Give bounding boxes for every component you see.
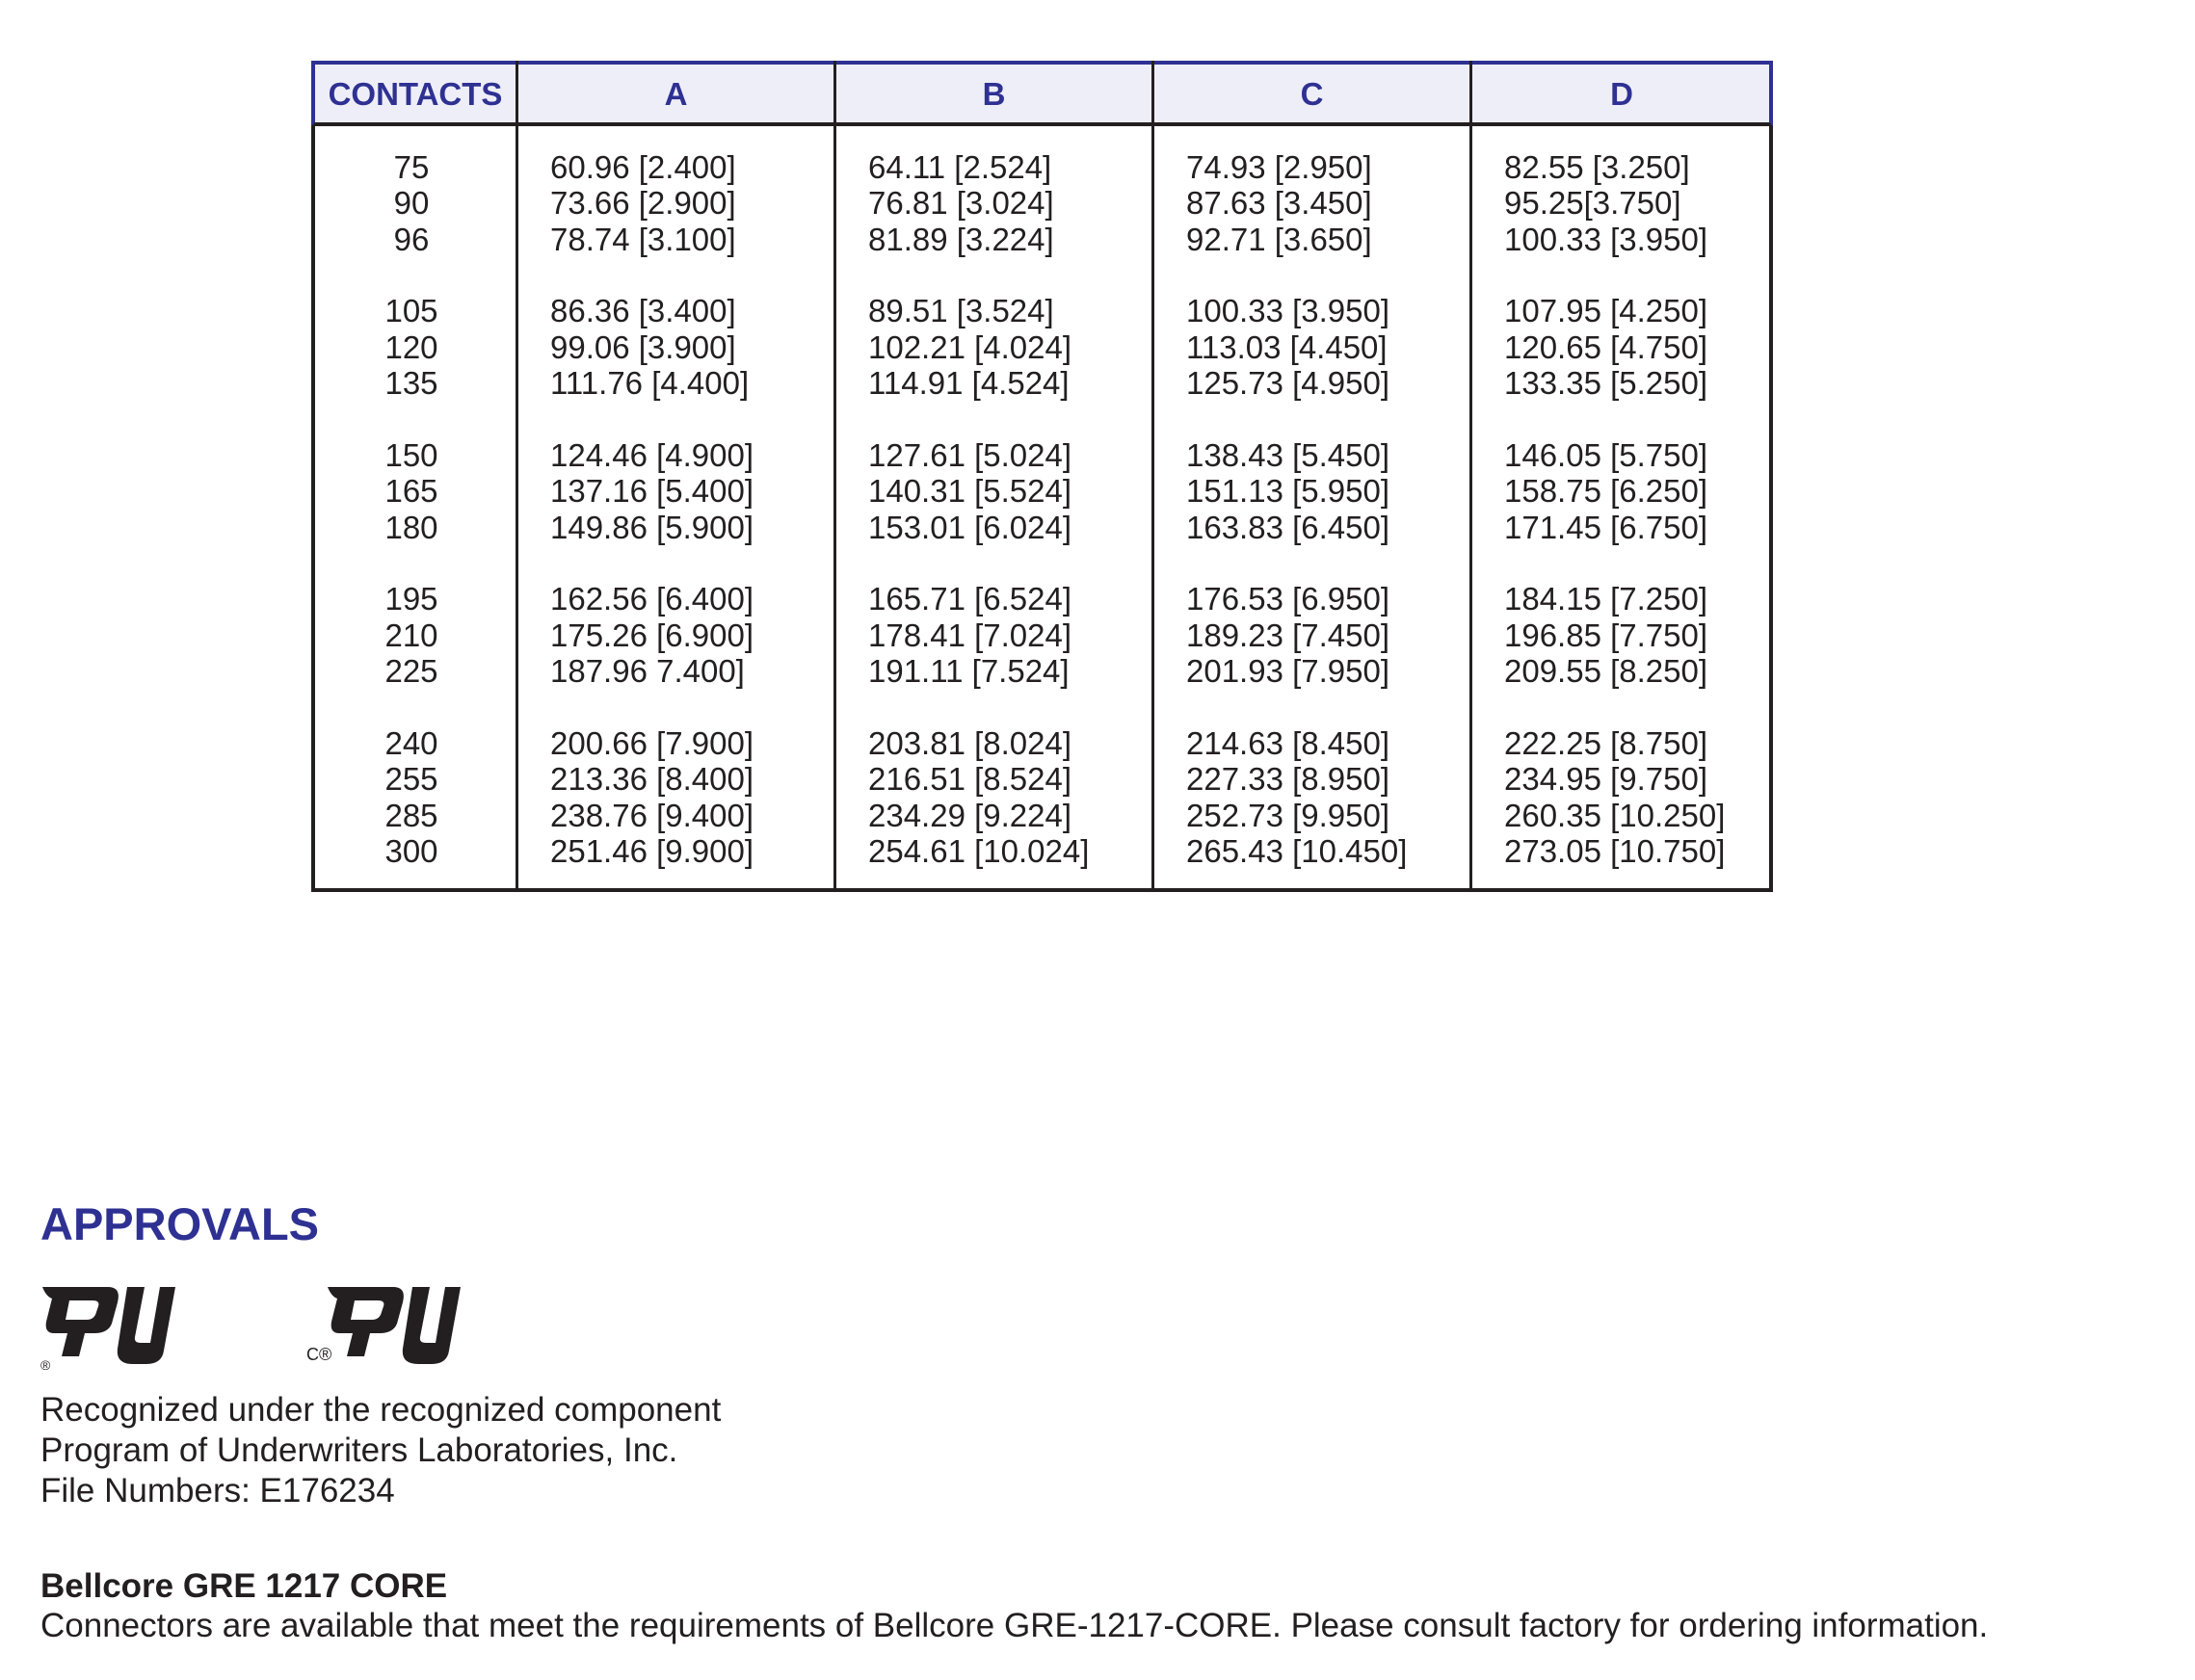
row-group xyxy=(550,725,839,869)
dimension-d-cell: 107.95 [4.250] xyxy=(1504,293,1708,329)
contacts-cell: 225 xyxy=(384,653,438,690)
dimension-b-cell: 234.29 [9.224] xyxy=(868,797,1072,833)
bellcore-title: Bellcore GRE 1217 CORE xyxy=(40,1567,448,1605)
dimension-b-cell: 203.81 [8.024] xyxy=(868,724,1072,761)
row-group xyxy=(868,149,1157,257)
dimension-d-cell: 95.25[3.750] xyxy=(1504,185,1681,222)
dimension-c-cell: 265.43 [10.450] xyxy=(1186,832,1408,869)
dimension-a-cell: 200.66 [7.900] xyxy=(550,724,754,761)
column-b xyxy=(868,149,1157,906)
dimension-table xyxy=(311,61,1773,892)
header-contacts: CONTACTS xyxy=(328,76,503,112)
ul-recognized-logo-icon xyxy=(40,1283,175,1375)
dimension-a-cell: 86.36 [3.400] xyxy=(550,293,736,329)
dimension-c-cell: 252.73 [9.950] xyxy=(1186,797,1390,833)
dimension-b-cell: 76.81 [3.024] xyxy=(868,185,1054,222)
dimension-a-cell: 78.74 [3.100] xyxy=(550,221,736,257)
contacts-cell: 285 xyxy=(384,797,438,833)
column-d xyxy=(1504,149,1774,906)
dimension-a-cell: 99.06 [3.900] xyxy=(550,328,736,365)
row-group xyxy=(1186,149,1475,257)
registered-mark: ® xyxy=(40,1357,51,1370)
dimension-d-cell: 120.65 [4.750] xyxy=(1504,328,1708,365)
dimension-b-cell: 254.61 [10.024] xyxy=(868,832,1090,869)
row-group xyxy=(1504,581,1774,689)
contacts-cell: 96 xyxy=(393,221,430,257)
dimension-b-cell: 191.11 [7.524] xyxy=(868,653,1070,690)
dimension-a-cell: 238.76 [9.400] xyxy=(550,797,754,833)
dimension-c-cell: 163.83 [6.450] xyxy=(1186,509,1390,545)
dimension-c-cell: 87.63 [3.450] xyxy=(1186,185,1372,222)
row-group xyxy=(1186,437,1475,545)
c-registered-mark: C® xyxy=(306,1345,332,1364)
dimension-a-cell: 124.46 [4.900] xyxy=(550,436,754,473)
row-group xyxy=(1186,725,1475,869)
dimension-c-cell: 201.93 [7.950] xyxy=(1186,653,1390,690)
dimension-d-cell: 273.05 [10.750] xyxy=(1504,832,1726,869)
dimension-a-cell: 149.86 [5.900] xyxy=(550,509,754,545)
column-divider xyxy=(516,61,518,892)
dimension-c-cell: 227.33 [8.950] xyxy=(1186,761,1390,798)
row-group xyxy=(1504,725,1774,869)
contacts-cell: 120 xyxy=(384,328,438,365)
row-group xyxy=(868,725,1157,869)
row-group xyxy=(315,293,508,401)
dimension-a-cell: 187.96 7.400] xyxy=(550,653,745,690)
dimension-b-cell: 114.91 [4.524] xyxy=(868,365,1070,402)
dimension-d-cell: 82.55 [3.250] xyxy=(1504,149,1690,185)
dimension-a-cell: 213.36 [8.400] xyxy=(550,761,754,798)
row-group xyxy=(1504,149,1774,257)
contacts-cell: 90 xyxy=(393,185,430,222)
c-ul-recognized-logo-icon xyxy=(306,1283,461,1375)
row-group xyxy=(868,437,1157,545)
contacts-cell: 135 xyxy=(384,365,438,402)
dimension-c-cell: 113.03 [4.450] xyxy=(1186,328,1388,365)
dimension-a-cell: 162.56 [6.400] xyxy=(550,581,754,617)
dimension-a-cell: 175.26 [6.900] xyxy=(550,617,754,653)
dimension-b-cell: 140.31 [5.524] xyxy=(868,473,1072,510)
contacts-column xyxy=(315,149,508,906)
row-group xyxy=(550,581,839,689)
column-a xyxy=(550,149,839,906)
contacts-cell: 165 xyxy=(384,473,438,510)
column-c xyxy=(1186,149,1475,906)
contacts-cell: 150 xyxy=(384,436,438,473)
dimension-c-cell: 138.43 [5.450] xyxy=(1186,436,1390,473)
dimension-a-cell: 60.96 [2.400] xyxy=(550,149,736,185)
row-group xyxy=(868,581,1157,689)
dimension-c-cell: 125.73 [4.950] xyxy=(1186,365,1390,402)
contacts-cell: 300 xyxy=(384,832,438,869)
row-group xyxy=(315,437,508,545)
dimension-b-cell: 178.41 [7.024] xyxy=(868,617,1072,653)
dimension-c-cell: 189.23 [7.450] xyxy=(1186,617,1390,653)
dimension-d-cell: 222.25 [8.750] xyxy=(1504,724,1708,761)
dimension-c-cell: 214.63 [8.450] xyxy=(1186,724,1390,761)
dimension-b-cell: 81.89 [3.224] xyxy=(868,221,1054,257)
dimension-b-cell: 216.51 [8.524] xyxy=(868,761,1072,798)
file-numbers: File Numbers: E176234 xyxy=(40,1472,395,1509)
dimension-a-cell: 137.16 [5.400] xyxy=(550,473,754,510)
dimension-b-cell: 165.71 [6.524] xyxy=(868,581,1072,617)
row-group xyxy=(1186,293,1475,401)
dimension-c-cell: 151.13 [5.950] xyxy=(1186,473,1390,510)
dimension-b-cell: 102.21 [4.024] xyxy=(868,328,1072,365)
row-group xyxy=(550,437,839,545)
dimension-c-cell: 176.53 [6.950] xyxy=(1186,581,1390,617)
dimension-c-cell: 74.93 [2.950] xyxy=(1186,149,1372,185)
approvals-heading: APPROVALS xyxy=(40,1198,319,1249)
contacts-cell: 75 xyxy=(393,149,430,185)
contacts-cell: 105 xyxy=(384,293,438,329)
approval-text-line: Program of Underwriters Laboratories, Inc. xyxy=(40,1431,678,1469)
row-group xyxy=(1186,581,1475,689)
dimension-a-cell: 111.76 [4.400] xyxy=(550,365,750,402)
dimension-d-cell: 158.75 [6.250] xyxy=(1504,473,1708,510)
row-group xyxy=(868,293,1157,401)
dimension-a-cell: 73.66 [2.900] xyxy=(550,185,736,222)
dimension-c-cell: 92.71 [3.650] xyxy=(1186,221,1372,257)
dimension-d-cell: 146.05 [5.750] xyxy=(1504,436,1708,473)
contacts-cell: 180 xyxy=(384,509,438,545)
dimension-b-cell: 64.11 [2.524] xyxy=(868,149,1052,185)
row-group xyxy=(315,725,508,869)
dimension-d-cell: 100.33 [3.950] xyxy=(1504,221,1708,257)
header-b: B xyxy=(982,76,1006,112)
dimension-d-cell: 209.55 [8.250] xyxy=(1504,653,1708,690)
header-d: D xyxy=(1610,76,1633,112)
dimension-b-cell: 127.61 [5.024] xyxy=(868,436,1072,473)
contacts-cell: 210 xyxy=(384,617,438,653)
contacts-cell: 255 xyxy=(384,761,438,798)
row-group xyxy=(315,581,508,689)
dimension-b-cell: 89.51 [3.524] xyxy=(868,293,1054,329)
row-group xyxy=(315,149,508,257)
dimension-c-cell: 100.33 [3.950] xyxy=(1186,293,1390,329)
dimension-d-cell: 171.45 [6.750] xyxy=(1504,509,1708,545)
row-group xyxy=(1504,293,1774,401)
dimension-d-cell: 260.35 [10.250] xyxy=(1504,797,1726,833)
header-a: A xyxy=(664,76,688,112)
approval-text-line: Recognized under the recognized component xyxy=(40,1391,722,1429)
contacts-cell: 195 xyxy=(384,581,438,617)
row-group xyxy=(550,149,839,257)
header-c: C xyxy=(1300,76,1324,112)
dimension-d-cell: 196.85 [7.750] xyxy=(1504,617,1708,653)
dimension-b-cell: 153.01 [6.024] xyxy=(868,509,1072,545)
row-group xyxy=(550,293,839,401)
dimension-d-cell: 184.15 [7.250] xyxy=(1504,581,1708,617)
dimension-d-cell: 133.35 [5.250] xyxy=(1504,365,1708,402)
bellcore-text: Connectors are available that meet the requirements of Bellcore GRE-1217-CORE. Please consult factory for ordering information. xyxy=(40,1607,1989,1644)
dimension-a-cell: 251.46 [9.900] xyxy=(550,832,754,869)
contacts-cell: 240 xyxy=(384,724,438,761)
dimension-d-cell: 234.95 [9.750] xyxy=(1504,761,1708,798)
row-group xyxy=(1504,437,1774,545)
